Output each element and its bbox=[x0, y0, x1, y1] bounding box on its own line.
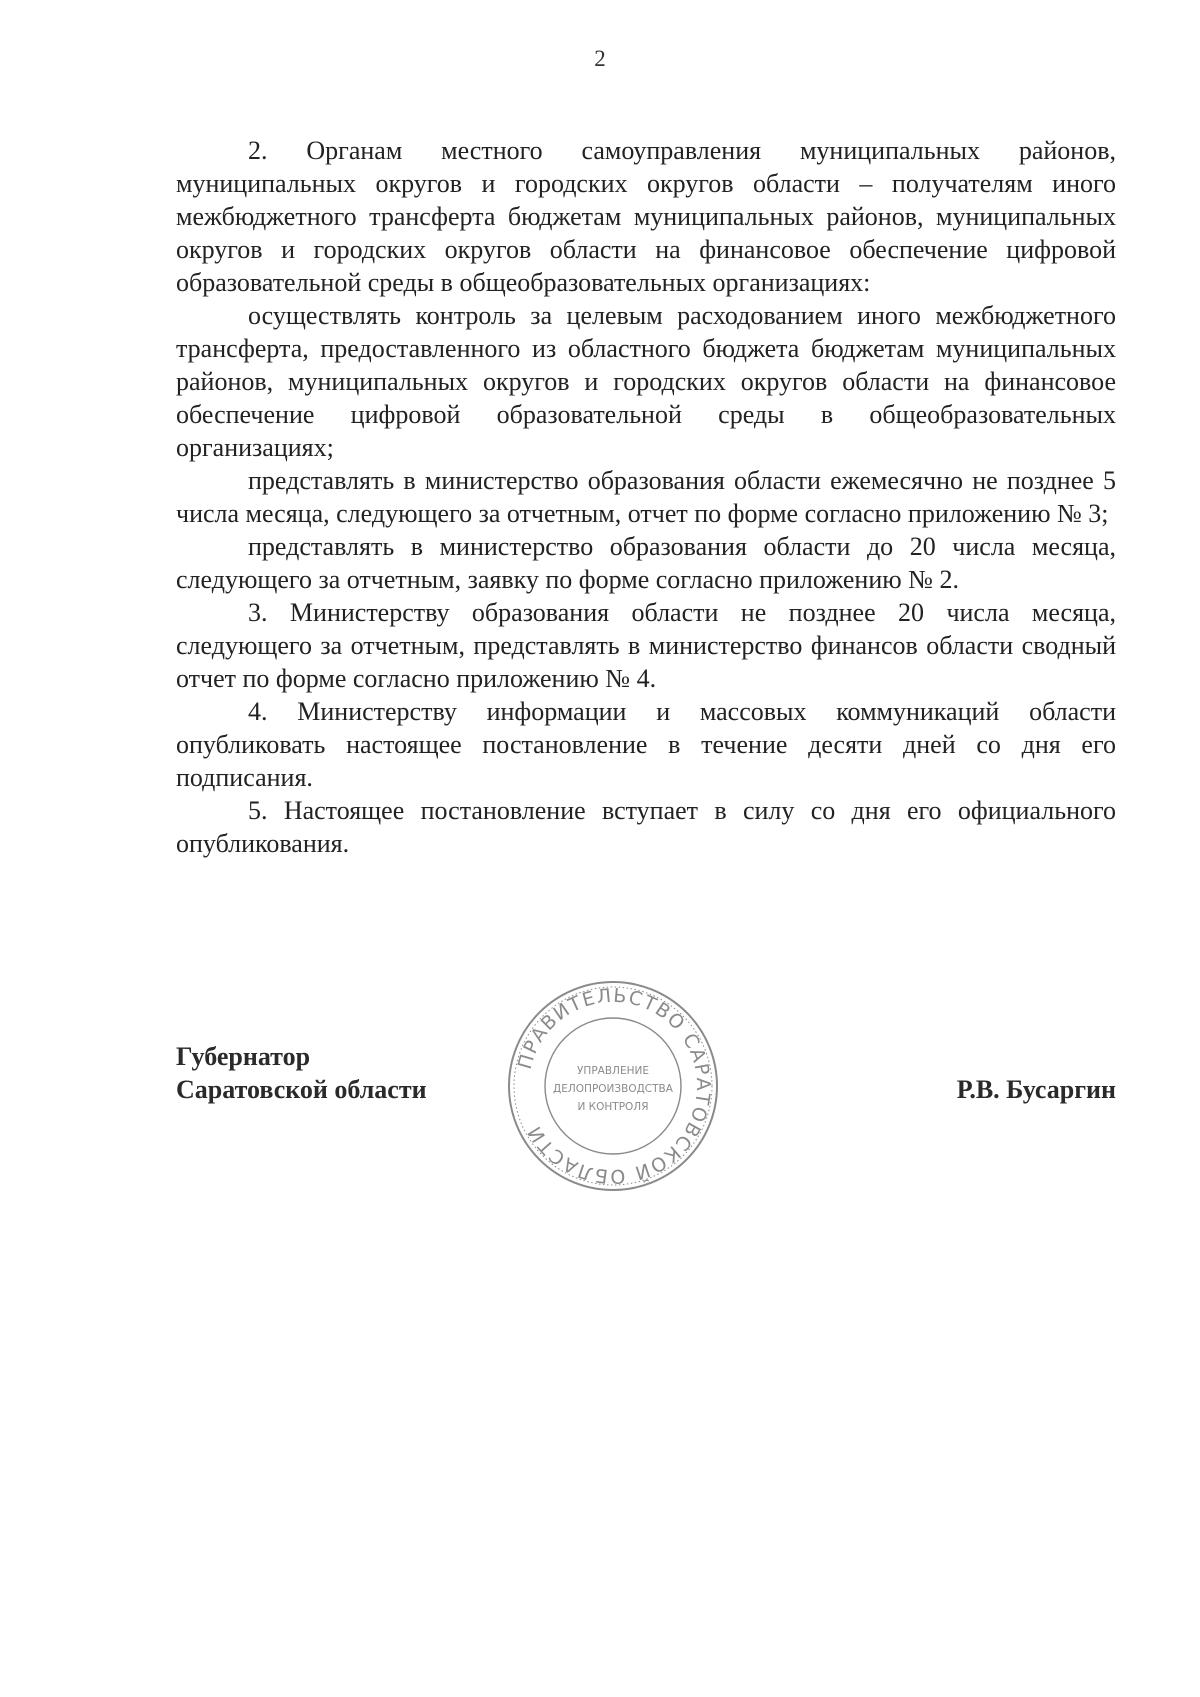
document-body bbox=[176, 134, 1116, 860]
paragraph-3: 3. Министерству образования области не позднее 20 числа месяца, следующего за отчетным, представлять в министерство финансов области сводный отчет по форме согласно приложению № 4. bbox=[176, 598, 1116, 693]
signatory-position-line2: Саратовской области bbox=[176, 1075, 427, 1104]
seal-inner-line1: УПРАВЛЕНИЕ bbox=[577, 1065, 649, 1077]
paragraph-5: 5. Настоящее постановление вступает в силу со дня его официального опубликования. bbox=[176, 796, 1116, 858]
paragraph-2-application: представлять в министерство образования области до 20 числа месяца, следующего за отчетным, заявку по форме согласно приложению № 2. bbox=[176, 532, 1116, 594]
page-number: 2 bbox=[594, 46, 606, 71]
signatory-name: Р.В. Бусаргин bbox=[956, 1075, 1116, 1104]
seal-inner-line2: ДЕЛОПРОИЗВОДСТВА bbox=[553, 1083, 673, 1095]
paragraph-4: 4. Министерству информации и массовых коммуникаций области опубликовать настоящее постановление в течение десяти дней со дня его подписания. bbox=[176, 697, 1116, 792]
paragraph-2: 2. Органам местного самоуправления муниципальных районов, муниципальных округов и городских округов области – получателям иного межбюджетного трансферта бюджетам муниципальных районов, муниципальных округов и городских округов области на финансовое обеспечение цифровой образовательной среды в общеобразовательных организациях: bbox=[176, 136, 1116, 297]
paragraph-2-control: осуществлять контроль за целевым расходованием иного межбюджетного трансферта, предоставленного из областного бюджета бюджетам муниципальных районов, муниципальных округов и городских округов области на финансовое обеспечение цифровой образовательной среды в общеобразовательных организациях; bbox=[176, 301, 1116, 462]
official-seal bbox=[503, 976, 723, 1196]
signatory-position bbox=[176, 1040, 427, 1106]
seal-inner-line3: И КОНТРОЛЯ bbox=[577, 1101, 649, 1113]
seal-outer-text: ПРАВИТЕЛЬСТВО САРАТОВСКОЙ ОБЛАСТИ bbox=[513, 984, 715, 1188]
paragraph-2-monthly-report: представлять в министерство образования области ежемесячно не позднее 5 числа месяца, следующего за отчетным, отчет по форме согласно приложению № 3; bbox=[176, 466, 1116, 528]
signatory-position-line1: Губернатор bbox=[176, 1042, 311, 1071]
